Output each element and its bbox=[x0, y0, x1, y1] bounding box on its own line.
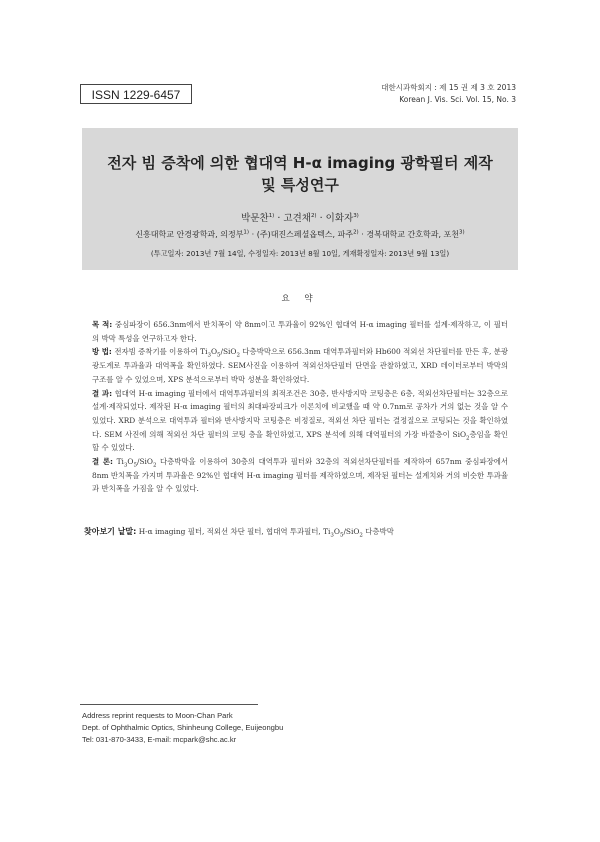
keywords-label: 찾아보기 낱말: bbox=[84, 527, 137, 536]
issn-box bbox=[80, 84, 192, 104]
method-text: 전자빔 증착기를 이용하여 Ti bbox=[114, 347, 208, 357]
result-text: 층임을 확인할 수 있었다. bbox=[92, 429, 508, 453]
conclusion-label: 결 론: bbox=[92, 457, 114, 467]
result-text: 협대역 H-α imaging 필터에서 대역투과필터의 최적조건은 30층, 반사방지막 코팅층은 6층, 적외선차단필터는 32층으로 설계·제작되었다. 제작된 H-α imaging 필터의 최대파장피크가 이론치에 비교했을 때 약 0.7nm로 공차가 거의 없는 것을 알 수 있었다. XRD 분석으로 대역투과 필터와 반사방지막 코팅층은 비정질로, 적외선 차단 필터는 결정질으로 코팅되는 것을 확인하였다. SEM 사진에 의해 적외선 차단 필터의 코팅 층을 확인하였고, XPS 분석에 의해 대역필터의 가장 바깥층이 SiO bbox=[92, 388, 509, 439]
affiliation-2: (주)대진스페셜옵텍스, 파주 bbox=[256, 230, 354, 239]
paper-title bbox=[82, 152, 518, 196]
footnote-line-2: Dept. of Ophthalmic Optics, Shinheung College, Euijeongbu bbox=[82, 723, 284, 732]
abstract-purpose bbox=[92, 318, 508, 345]
journal-citation-english: Korean J. Vis. Sci. Vol. 15, No. 3 bbox=[399, 95, 516, 104]
method-label: 방 법: bbox=[92, 347, 112, 357]
journal-citation bbox=[381, 82, 516, 106]
subscript: 5 bbox=[339, 532, 344, 539]
abstract-result bbox=[92, 387, 508, 456]
keywords bbox=[84, 526, 516, 538]
abstract-body bbox=[92, 318, 508, 496]
abstract-heading: 요 약 bbox=[281, 294, 319, 304]
keywords-text: /SiO bbox=[343, 527, 360, 536]
conclusion-text: /SiO bbox=[136, 457, 153, 467]
result-label: 결 과: bbox=[92, 388, 113, 398]
footnote-line-3: Tel: 031-870-3433, E-mail: mcpark@shc.ac.kr bbox=[82, 735, 237, 744]
method-text: /SiO bbox=[220, 347, 237, 357]
title-block bbox=[82, 128, 518, 270]
subscript: 2 bbox=[359, 532, 363, 539]
conclusion-text: Ti bbox=[116, 457, 124, 467]
affiliation-1: 신흥대학교 안경광학과, 의정부 bbox=[135, 230, 244, 239]
author-1-mark: 1) bbox=[268, 212, 275, 219]
keywords-text: 다층박막 bbox=[362, 527, 394, 536]
subscript: 5 bbox=[133, 462, 137, 469]
affiliation-3: 경복대학교 간호학과, 포천 bbox=[366, 230, 459, 239]
subscript: 5 bbox=[217, 352, 221, 359]
submission-dates: (투고일자: 2013년 7월 14일, 수정일자: 2013년 8월 10일, 게재확정일자: 2013년 9월 13일) bbox=[150, 249, 450, 258]
abstract-method bbox=[92, 345, 508, 386]
subscript: 3 bbox=[123, 462, 128, 469]
affiliation-list bbox=[82, 229, 518, 240]
method-text: O bbox=[210, 347, 217, 357]
author-list bbox=[82, 210, 518, 224]
conclusion-text: O bbox=[127, 457, 134, 467]
subscript: 2 bbox=[466, 435, 470, 442]
affiliation-separator: · bbox=[249, 230, 257, 239]
paper-title-line-2: 및 특성연구 bbox=[261, 176, 339, 194]
abstract-conclusion bbox=[92, 455, 508, 496]
author-separator: · bbox=[316, 213, 326, 224]
subscript: 2 bbox=[152, 462, 157, 469]
author-2: 고견채 bbox=[283, 213, 311, 224]
affiliation-separator: · bbox=[358, 230, 367, 239]
purpose-text: 중심파장이 656.3nm에서 반치폭이 약 8nm이고 투과율이 92%인 협대역 H-α imaging 필터를 설계·제작하고, 이 필터의 박막 특성을 연구하고자 한다. bbox=[92, 320, 508, 343]
author-3-mark: 3) bbox=[353, 212, 359, 219]
subscript: 2 bbox=[236, 352, 240, 359]
issn-text: ISSN 1229-6457 bbox=[91, 88, 181, 102]
journal-citation-korean: 대한시과학회지 : 제 15 권 제 3 호 2013 bbox=[381, 83, 516, 92]
footnote-line-1: Address reprint requests to Moon-Chan Park bbox=[82, 711, 233, 720]
footnote-divider bbox=[80, 704, 258, 705]
affiliation-3-mark: 3) bbox=[459, 229, 465, 236]
correspondence-footnote bbox=[82, 710, 283, 746]
keywords-text: H-α imaging 필터, 적외선 차단 필터, 협대역 투과필터, Ti bbox=[136, 527, 331, 536]
author-separator: · bbox=[274, 213, 284, 224]
affiliation-2-mark: 2) bbox=[353, 229, 359, 236]
subscript: 3 bbox=[330, 532, 334, 539]
paper-title-line-1: 전자 빔 증착에 의한 협대역 H-α imaging 광학필터 제작 bbox=[107, 154, 493, 172]
author-1: 박문찬 bbox=[241, 213, 269, 224]
subscript: 3 bbox=[207, 352, 211, 359]
author-3: 이화자 bbox=[325, 213, 354, 224]
purpose-label: 목 적: bbox=[92, 320, 113, 329]
conclusion-text: 다층박막을 이용하여 30층의 대역투과 필터와 32층의 적외선차단필터를 제작하여 657nm 중심파장에서 8nm 반치폭을 가지며 투과율은 92%인 협대역 H-α imaging 필터를 제작하였으며, 제작된 필터는 설계치와 거의 비슷한 투과율과 반치폭을 가짐을 알 수 있었다. bbox=[92, 457, 508, 494]
keywords-text: O bbox=[333, 527, 340, 536]
method-text: 다층박막으로 656.3nm 대역투과필터와 Hb600 적외선 차단필터를 만든 후, 분광광도계로 투과율과 대역폭을 확인하였다. SEM사진을 이용하여 적외선차단필터 단면을 관찰하였고, XRD 데이터로부터 박막의 구조를 알 수 있었으며, XPS 분석으로부터 박막 성분을 확인하였다. bbox=[92, 347, 509, 384]
author-2-mark: 2) bbox=[310, 212, 317, 219]
affiliation-1-mark: 1) bbox=[243, 229, 250, 236]
